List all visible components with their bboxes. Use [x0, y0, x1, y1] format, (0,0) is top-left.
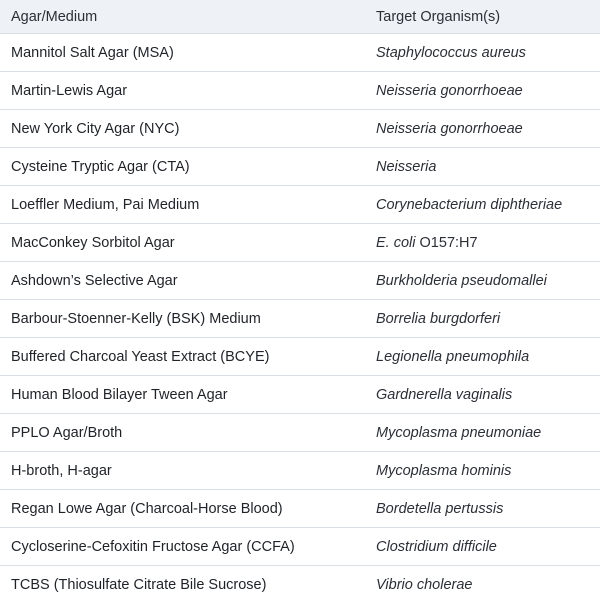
organism-cell — [365, 452, 600, 490]
table-row — [0, 376, 600, 414]
organism-name: E. coli — [376, 234, 416, 251]
organism-cell — [365, 414, 600, 452]
medium-cell: TCBS (Thiosulfate Citrate Bile Sucrose) — [0, 566, 365, 600]
column-header-medium: Agar/Medium — [0, 0, 365, 34]
organism-name: Mycoplasma hominis — [376, 462, 512, 479]
medium-cell: Regan Lowe Agar (Charcoal-Horse Blood) — [0, 490, 365, 528]
organism-cell — [365, 338, 600, 376]
table-row — [0, 528, 600, 566]
organism-name: Neisseria gonorrhoeae — [376, 120, 523, 137]
organism-cell — [365, 376, 600, 414]
organism-name: Staphylococcus aureus — [376, 44, 526, 61]
table-row — [0, 414, 600, 452]
organism-name: Gardnerella vaginalis — [376, 386, 513, 403]
medium-cell: Buffered Charcoal Yeast Extract (BCYE) — [0, 338, 365, 376]
organism-name: Vibrio cholerae — [376, 576, 473, 593]
medium-cell: Cysteine Tryptic Agar (CTA) — [0, 148, 365, 186]
organism-cell — [365, 34, 600, 72]
table-row — [0, 452, 600, 490]
organism-name: Bordetella pertussis — [376, 500, 504, 517]
medium-cell: Ashdown’s Selective Agar — [0, 262, 365, 300]
organism-cell — [365, 186, 600, 224]
organism-cell — [365, 72, 600, 110]
table-row — [0, 490, 600, 528]
table-row — [0, 262, 600, 300]
organism-cell — [365, 300, 600, 338]
medium-cell: Human Blood Bilayer Tween Agar — [0, 376, 365, 414]
medium-cell: MacConkey Sorbitol Agar — [0, 224, 365, 262]
table-row — [0, 338, 600, 376]
table-row — [0, 34, 600, 72]
table-header — [0, 0, 600, 34]
table-row — [0, 148, 600, 186]
medium-cell: Barbour-Stoenner-Kelly (BSK) Medium — [0, 300, 365, 338]
organism-cell — [365, 224, 600, 262]
table-row — [0, 72, 600, 110]
organism-name: Corynebacterium diphtheriae — [376, 196, 563, 213]
medium-cell: Martin-Lewis Agar — [0, 72, 365, 110]
table-row — [0, 300, 600, 338]
table-row — [0, 224, 600, 262]
organism-cell — [365, 262, 600, 300]
organism-cell — [365, 490, 600, 528]
column-header-organism: Target Organism(s) — [365, 0, 600, 34]
organism-name: Clostridium difficile — [376, 538, 497, 555]
organism-cell — [365, 528, 600, 566]
organism-name: Neisseria gonorrhoeae — [376, 82, 523, 99]
table-row — [0, 566, 600, 600]
table-body — [0, 34, 600, 600]
medium-cell: H-broth, H-agar — [0, 452, 365, 490]
organism-cell — [365, 148, 600, 186]
medium-cell: Loeffler Medium, Pai Medium — [0, 186, 365, 224]
table-row — [0, 186, 600, 224]
medium-cell: Mannitol Salt Agar (MSA) — [0, 34, 365, 72]
medium-cell: PPLO Agar/Broth — [0, 414, 365, 452]
organism-cell — [365, 110, 600, 148]
organism-name: Neisseria — [376, 158, 437, 175]
organism-cell — [365, 566, 600, 600]
organism-name: Borrelia burgdorferi — [376, 310, 501, 327]
organism-name: Burkholderia pseudomallei — [376, 272, 547, 289]
medium-cell: New York City Agar (NYC) — [0, 110, 365, 148]
organism-strain: O157:H7 — [419, 234, 478, 251]
organism-name: Mycoplasma pneumoniae — [376, 424, 542, 441]
medium-cell: Cycloserine-Cefoxitin Fructose Agar (CCFA) — [0, 528, 365, 566]
table-row — [0, 110, 600, 148]
header-row — [0, 0, 600, 34]
organism-name: Legionella pneumophila — [376, 348, 530, 365]
